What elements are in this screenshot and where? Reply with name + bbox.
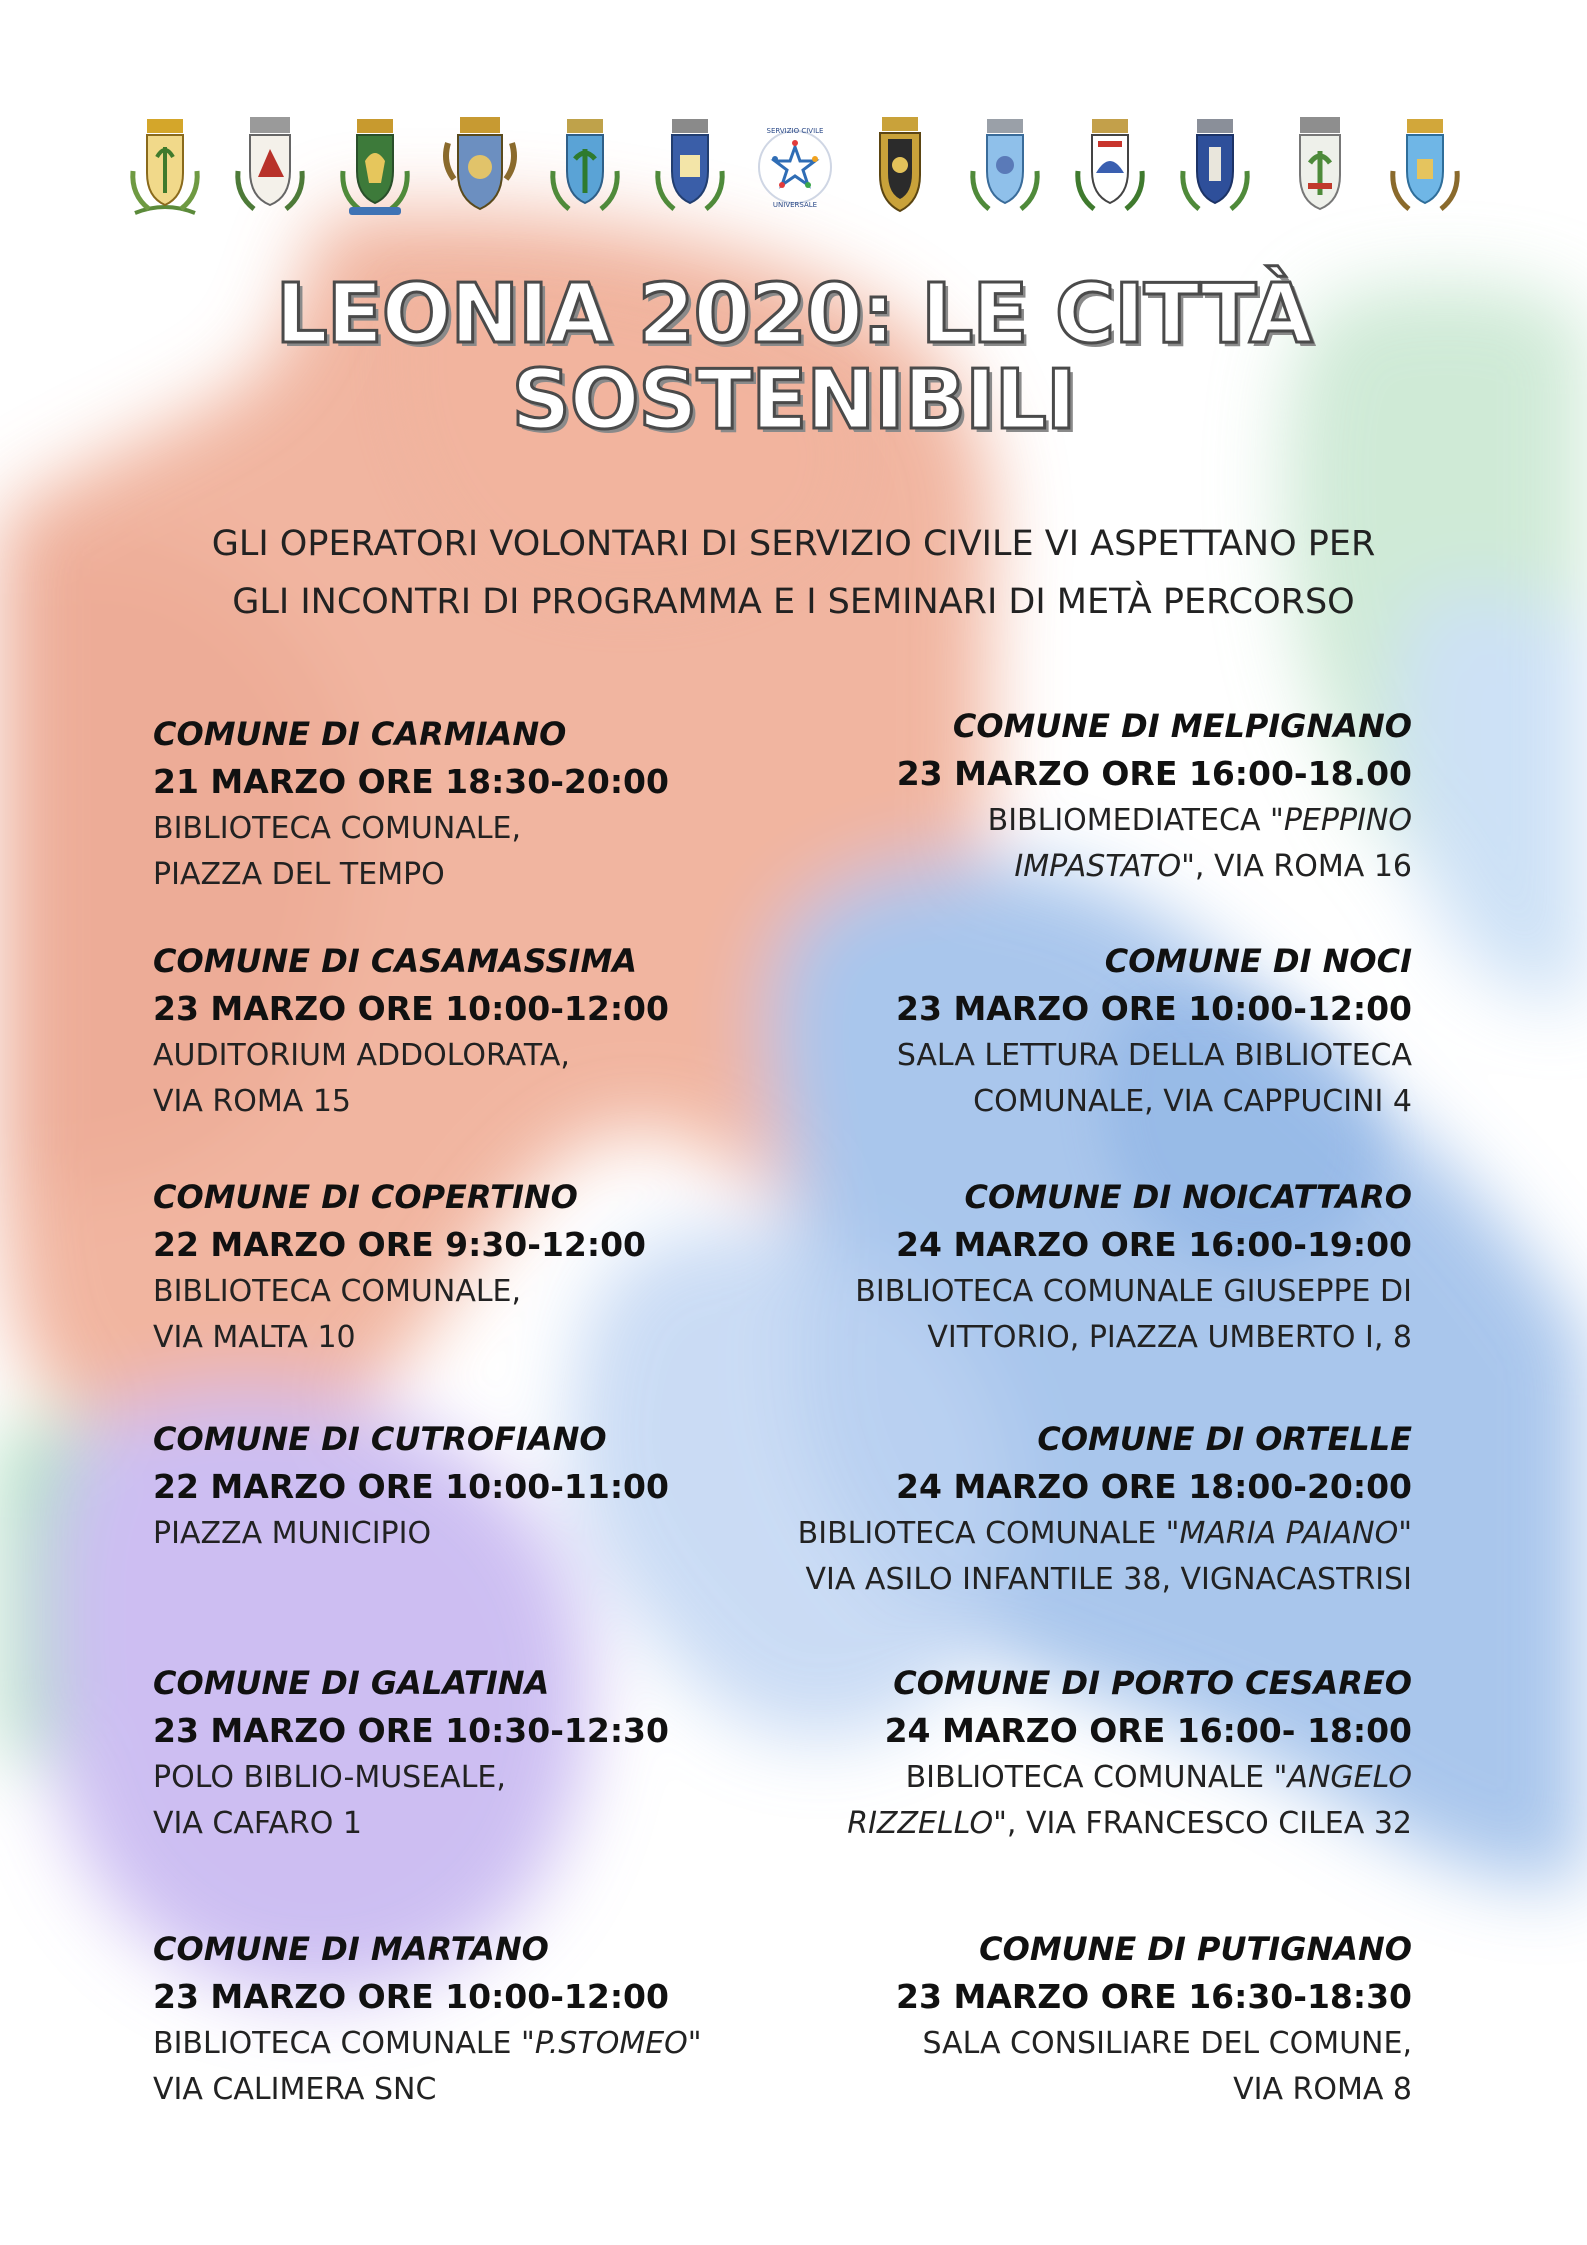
- event-comune: COMUNE DI CUTROFIANO: [153, 1420, 607, 1458]
- servizio-civile-text: SERVIZIO CIVILE: [766, 127, 824, 135]
- event-comune: COMUNE DI ORTELLE: [1037, 1420, 1412, 1458]
- event-casamassima: [153, 937, 669, 1125]
- event-cutrofiano: [153, 1415, 669, 1557]
- coat-of-arms-icon: [1385, 113, 1465, 221]
- event-place-line: SALA CONSILIARE DEL COMUNE,: [922, 2026, 1412, 2061]
- event-datetime: 22 MARZO ORE 10:00-11:00: [153, 1467, 669, 1506]
- coat-of-arms-icon: [335, 113, 415, 221]
- event-noci: [896, 937, 1412, 1125]
- event-place-line: VIA ASILO INFANTILE 38, VIGNACASTRISI: [805, 1562, 1412, 1597]
- event-porto-cesareo: [847, 1659, 1412, 1847]
- event-copertino: [153, 1173, 646, 1361]
- event-place-line: BIBLIOTECA COMUNALE "MARIA PAIANO": [797, 1516, 1412, 1551]
- event-comune: COMUNE DI NOICATTARO: [964, 1178, 1412, 1216]
- subtitle-line-2: GLI INCONTRI DI PROGRAMMA E I SEMINARI DI METÀ PERCORSO: [232, 582, 1355, 622]
- event-place: [153, 806, 669, 898]
- event-melpignano: [897, 702, 1412, 890]
- event-place-line: BIBLIOTECA COMUNALE "P.STOMEO": [153, 2026, 702, 2061]
- event-place: [153, 1033, 669, 1125]
- coat-of-arms-icon: [545, 113, 625, 221]
- event-place-line: AUDITORIUM ADDOLORATA,: [153, 1038, 570, 1073]
- event-datetime: 22 MARZO ORE 9:30-12:00: [153, 1225, 646, 1264]
- servizio-civile-universale-logo: [755, 113, 835, 221]
- event-place: [897, 798, 1412, 890]
- event-galatina: [153, 1659, 669, 1847]
- event-place-line: POLO BIBLIO-MUSEALE,: [153, 1760, 506, 1795]
- coat-of-arms-icon: [440, 113, 520, 221]
- event-place-line: VITTORIO, PIAZZA UMBERTO I, 8: [927, 1320, 1412, 1355]
- event-comune: COMUNE DI CARMIANO: [153, 715, 567, 753]
- event-datetime: 24 MARZO ORE 16:00- 18:00: [884, 1711, 1412, 1750]
- event-place-line: BIBLIOTECA COMUNALE GIUSEPPE DI: [855, 1274, 1412, 1309]
- event-noicattaro: [855, 1173, 1412, 1361]
- event-comune: COMUNE DI GALATINA: [153, 1664, 550, 1702]
- event-datetime: 23 MARZO ORE 16:00-18.00: [896, 754, 1412, 793]
- coat-of-arms-icon: [1070, 113, 1150, 221]
- coat-of-arms-icon: [965, 113, 1045, 221]
- event-comune: COMUNE DI MARTANO: [153, 1930, 549, 1968]
- coat-of-arms-icon: [1175, 113, 1255, 221]
- event-place-line: RIZZELLO", VIA FRANCESCO CILEA 32: [847, 1806, 1412, 1841]
- subtitle-line-1: GLI OPERATORI VOLONTARI DI SERVIZIO CIVILE VI ASPETTANO PER: [211, 524, 1376, 564]
- title-line-2: SOSTENIBILI: [511, 353, 1076, 448]
- event-comune: COMUNE DI MELPIGNANO: [952, 707, 1412, 745]
- event-place-line: VIA ROMA 8: [1233, 2072, 1412, 2107]
- event-datetime: 24 MARZO ORE 16:00-19:00: [896, 1225, 1412, 1264]
- event-place-line: PIAZZA MUNICIPIO: [153, 1516, 432, 1551]
- event-place: [896, 1033, 1412, 1125]
- event-datetime: 23 MARZO ORE 10:30-12:30: [153, 1711, 669, 1750]
- event-carmiano: [153, 710, 669, 898]
- coat-of-arms-icon: [1280, 113, 1360, 221]
- event-place-line: BIBLIOTECA COMUNALE,: [153, 811, 522, 846]
- event-comune: COMUNE DI NOCI: [1104, 942, 1412, 980]
- event-place: [896, 2021, 1412, 2113]
- event-place: [153, 2021, 702, 2113]
- event-place: [153, 1755, 669, 1847]
- event-place-line: BIBLIOTECA COMUNALE "ANGELO: [905, 1760, 1412, 1795]
- page-subtitle: [0, 515, 1587, 631]
- event-place: [798, 1511, 1412, 1603]
- event-place-line: VIA CAFARO 1: [153, 1806, 363, 1841]
- event-martano: [153, 1925, 702, 2113]
- event-place-line: COMUNALE, VIA CAPPUCINI 4: [973, 1084, 1412, 1119]
- event-place: [153, 1511, 669, 1557]
- event-datetime: 23 MARZO ORE 10:00-12:00: [153, 989, 669, 1028]
- event-place: [855, 1269, 1412, 1361]
- event-datetime: 23 MARZO ORE 16:30-18:30: [896, 1977, 1412, 2016]
- event-place-line: VIA CALIMERA SNC: [153, 2072, 437, 2107]
- coat-of-arms-icon: [650, 113, 730, 221]
- municipal-emblems-row: [125, 112, 1465, 222]
- event-ortelle: [798, 1415, 1412, 1603]
- event-comune: COMUNE DI PUTIGNANO: [979, 1930, 1412, 1968]
- event-place-line: BIBLIOMEDIATECA "PEPPINO: [987, 803, 1412, 838]
- coat-of-arms-icon: [230, 113, 310, 221]
- event-place: [153, 1269, 646, 1361]
- event-datetime: 24 MARZO ORE 18:00-20:00: [896, 1467, 1412, 1506]
- event-comune: COMUNE DI CASAMASSIMA: [153, 942, 638, 980]
- event-place: [847, 1755, 1412, 1847]
- coat-of-arms-icon: [125, 113, 205, 221]
- event-datetime: 23 MARZO ORE 10:00-12:00: [896, 989, 1412, 1028]
- universale-text: UNIVERSALE: [772, 201, 818, 209]
- event-comune: COMUNE DI PORTO CESAREO: [893, 1664, 1412, 1702]
- page-title: [0, 267, 1587, 448]
- event-putignano: [896, 1925, 1412, 2113]
- event-datetime: 21 MARZO ORE 18:30-20:00: [153, 762, 669, 801]
- event-place-line: SALA LETTURA DELLA BIBLIOTECA: [896, 1038, 1412, 1073]
- event-place-line: PIAZZA DEL TEMPO: [153, 857, 445, 892]
- coat-of-arms-icon: [860, 113, 940, 221]
- event-place-line: VIA MALTA 10: [153, 1320, 356, 1355]
- event-place-line: IMPASTATO", VIA ROMA 16: [1014, 849, 1412, 884]
- event-place-line: BIBLIOTECA COMUNALE,: [153, 1274, 522, 1309]
- event-datetime: 23 MARZO ORE 10:00-12:00: [153, 1977, 669, 2016]
- event-place-line: VIA ROMA 15: [153, 1084, 352, 1119]
- event-comune: COMUNE DI COPERTINO: [153, 1178, 578, 1216]
- title-line-1: LEONIA 2020: LE CITTÀ: [275, 267, 1312, 362]
